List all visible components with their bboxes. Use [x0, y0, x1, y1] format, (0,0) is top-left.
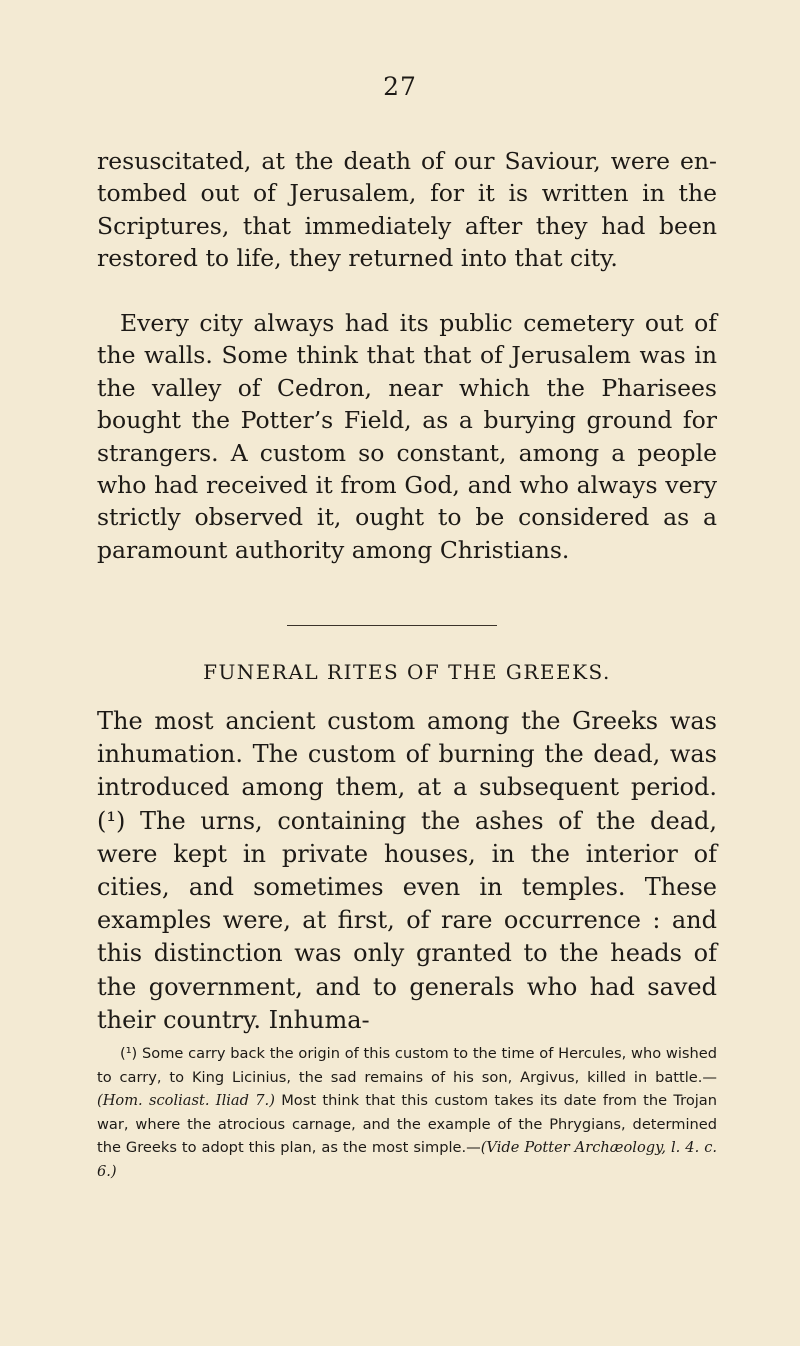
paragraph-continuation: resuscitated, at the death of our Saviour, were en-tombed out of Jerusalem, for it is written in the Scriptures, that immediately after they had been restored to life, they returned into that city. [97, 147, 717, 273]
section-divider-rule [287, 625, 497, 626]
paragraph-greek-customs-part-1: The most ancient custom among the Greeks was inhumation. The custom of burning the dead, was introduced among them, at a subsequent period. [97, 707, 725, 802]
paragraph-public-cemetery: Every city always had its public cemetery out of the walls. Some think that that of Jerusalem was in the valley of Cedron, near which the Pharisees bought the Potter’s Field, as a burying ground for strangers. A custom so constant, among a people who had received it from God, and who always very strictly observed it, ought to be considered as a paramount authority among Christians. [97, 309, 717, 564]
section-heading: FUNERAL RITES OF THE GREEKS. [203, 660, 611, 684]
footnote-citation-1: (Hom. scoliast. Iliad 7.) [97, 1092, 275, 1110]
footnote-text-2: Most think that this custom takes its date from the Trojan war, where the atrocious carnage, and the example of the Phrygians, determined the Greeks to adopt this plan, as the most simple.— [97, 1092, 722, 1157]
paragraph-greek-customs-part-2: The urns, containing the ashes of the dead, were kept in private houses, in the interior of cities, and sometimes even in temples. These examples were, at first, of rare occurrence : and this distinction was only granted to the heads of the government, and to generals who had saved their country. Inhuma- [97, 806, 725, 1034]
page-number: 27 [383, 72, 417, 101]
footnote-text-1: Some carry back the origin of this custom to the time of Hercules, who wished to carry, to King Licinius, the sad remains of his son, Argivus, killed in battle.— [97, 1045, 722, 1086]
footnote-citation-2: (Vide Potter Archæology, l. 4. c. 6.) [97, 1139, 722, 1180]
footnote [97, 1042, 722, 1184]
footnote-reference: (¹) [97, 806, 126, 835]
paragraph-greek-customs [97, 705, 725, 1037]
footnote-marker: (¹) [120, 1045, 138, 1062]
